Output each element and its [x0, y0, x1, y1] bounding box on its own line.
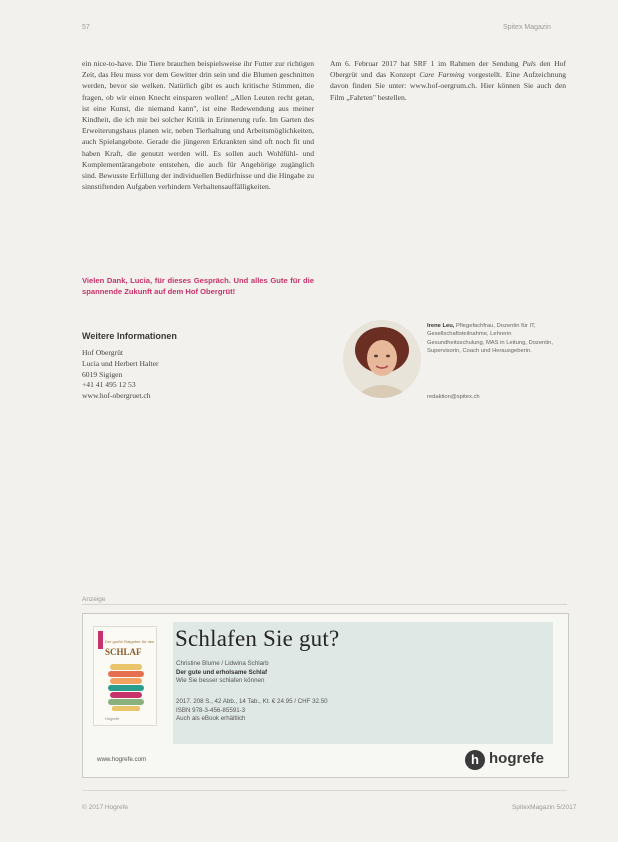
website-link[interactable]: www.hof-obergruet.ch: [82, 391, 151, 401]
article-paragraph: ein nice-to-have. Die Tiere brauchen beispielsweise ihr Futter zur richtigen Zeit, das Heu muss vor dem Gewitter drin sein und die Blumen geschnitten werden, bevor sie welken. Natürlich gibt es auch kritische Stimmen, die fragen, ob wir einen Knecht einsparen wollen! „Allen Leuten recht getan, ist eine Kunst, die niemand kann", ist eine Redewendung aus meiner Kindheit, die ich mir bei solcher Kritik in Erinnerung rufe. Im Garten des Erweiterungsbaus planen wir, neben Tierhaltung und Arbeitsmöglichkeiten, auch Spielangebote. Gerade die jüngeren Erkrankten sind oft noch fit und haben Kraft, die genutzt werden will. Es sollen auch Wohlfühl- und Komplementärangebote entstehen, die auch für Angehörige zugänglich sind. Bewusste Erfüllung der individuellen Bedürfnisse und die Hingabe zu sinnstiftenden Aufgaben verhindern Verhaltensauffälligkeiten.: [82, 59, 314, 192]
ad-details: [176, 698, 446, 724]
cover-publisher: Hogrefe: [105, 716, 120, 721]
ad-detail-line: 2017. 208 S., 42 Abb., 14 Tab., Kt. € 24.95 / CHF 32.50: [176, 698, 328, 705]
page-number: 57: [82, 24, 90, 31]
ad-detail-line: Auch als eBook erhältlich: [176, 715, 246, 723]
ad-authors: Christine Blume / Lidwina Schlarb: [176, 660, 269, 667]
ad-label: Anzeige: [82, 596, 106, 603]
author-name: Irene Leu,: [427, 323, 455, 329]
footer-rule: [82, 790, 567, 791]
address-block: [82, 348, 282, 402]
info-heading: Weitere Informationen: [82, 331, 177, 341]
author-bio-text: Pflegefachfrau, Dozentin für IT, Gesellschaftsteilnahme, Lehrerin Gesundheitsschulung, MAS in Leitung, Dozentin, Supervisorin, Coach und Herausgeberin.: [427, 323, 553, 355]
author-email[interactable]: redaktion@spitex.ch: [427, 394, 480, 400]
footer-copyright: © 2017 Hogrefe: [82, 804, 128, 811]
pillow-stack-icon: [106, 662, 146, 712]
text-run: den Hof Obergrüt und das Konzept: [330, 59, 566, 80]
right-body-text: [330, 58, 566, 103]
book-advertisement[interactable]: [82, 613, 569, 778]
ad-book-name: Der gute und erholsame Schlaf: [176, 668, 268, 676]
address-line: +41 41 495 12 53: [82, 380, 136, 390]
address-line: Hof Obergrüt: [82, 348, 123, 357]
author-portrait-icon: [343, 320, 421, 398]
text-run-italic: Care Farming: [419, 70, 465, 80]
ad-detail-line: ISBN 978-3-456-85591-3: [176, 706, 246, 714]
ad-title: Schlafen Sie gut?: [175, 626, 340, 651]
address-line: 6019 Sigigen: [82, 369, 123, 379]
brand-name: hogrefe: [489, 750, 545, 767]
author-bio: [427, 322, 559, 356]
text-run: vorgestellt. Eine Aufzeichnung davon finden Sie unter: www.hof-oergrum.ch. Hier können Sie auch den Film „Fahrten" bestellen.: [330, 70, 566, 102]
ad-book-tagline: Wie Sie besser schlafen können: [176, 677, 265, 685]
cover-accent: [98, 631, 103, 649]
book-cover: [93, 626, 157, 726]
closing-quote: Vielen Dank, Lucia, für dieses Gespräch. Und alles Gute für die spannende Zukunft auf dem Hof Obergrüt!: [82, 276, 314, 297]
footer-issue: SpitexMagazin 5/2017: [512, 804, 577, 811]
hogrefe-logo: [465, 748, 561, 772]
ad-subtitle: [176, 660, 436, 686]
cover-title: SCHLAF: [105, 647, 142, 657]
header-section: Spitex Magazin: [503, 24, 551, 31]
broadcast-paragraph: [330, 58, 566, 103]
cover-subtitle: Der große Ratgeber für den: [105, 639, 155, 644]
text-run: Am 6. Februar 2017 hat SRF 1 im Rahmen der Sendung: [330, 59, 523, 68]
author-photo: [343, 320, 421, 398]
address-line: Lucia und Herbert Halter: [82, 358, 159, 368]
ad-url[interactable]: www.hogrefe.com: [97, 756, 147, 763]
divider: [82, 604, 567, 605]
text-run-italic: Puls: [522, 59, 536, 68]
hogrefe-logo-icon: h: [465, 750, 485, 770]
left-body-text: [82, 58, 314, 192]
